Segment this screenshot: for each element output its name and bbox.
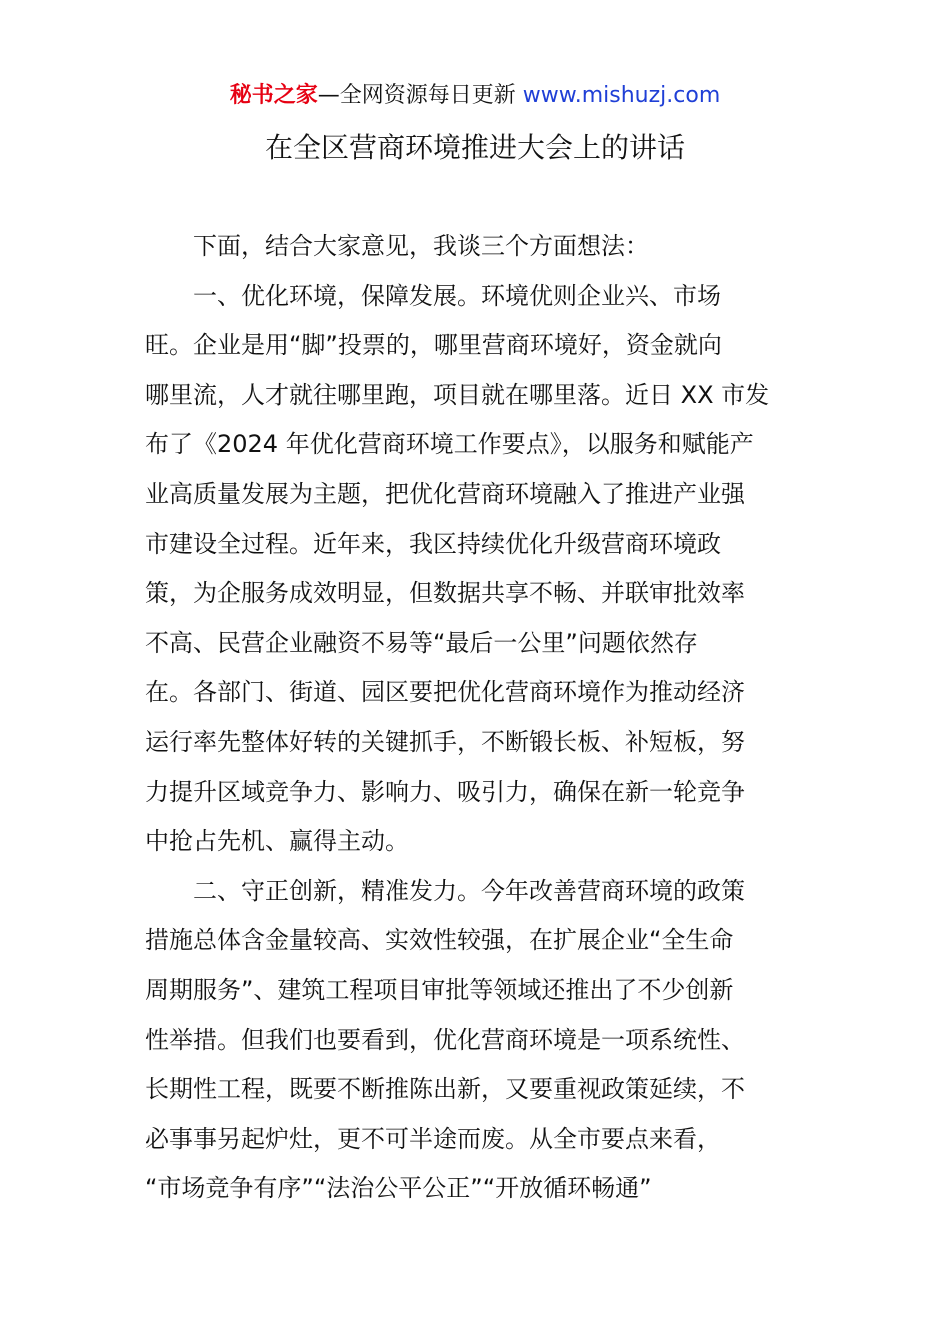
body-line: 哪里流，人才就往哪里跑，项目就在哪里落。近日 XX 市发 xyxy=(145,380,770,409)
body-line: 措施总体含金量较高、实效性较强，在扩展企业“全生命 xyxy=(145,926,734,955)
body-line: 周期服务”、建筑工程项目审批等领域还推出了不少创新 xyxy=(145,975,734,1004)
body-line: 不高、民营企业融资不易等“最后一公里”问题依然存 xyxy=(145,628,698,657)
section-heading-2: 二、守正创新，精准发力。今年改善营商环境的政策 xyxy=(193,876,745,905)
body-line: 运行率先整体好转的关键抓手，不断锻长板、补短板，努 xyxy=(145,727,745,756)
body-line: 性举措。但我们也要看到，优化营商环境是一项系统性、 xyxy=(145,1025,745,1054)
body-line: 业高质量发展为主题，把优化营商环境融入了推进产业强 xyxy=(145,479,745,508)
brand-name: 秘书之家 xyxy=(229,83,318,108)
body-line: 必事事另起炉灶，更不可半途而废。从全市要点来看， xyxy=(145,1124,721,1153)
body-line: 在。各部门、街道、园区要把优化营商环境作为推动经济 xyxy=(145,678,745,707)
site-header xyxy=(0,80,950,112)
header-tagline: —全网资源每日更新 xyxy=(317,83,523,108)
body-line: 布了《2024 年优化营商环境工作要点》，以服务和赋能产 xyxy=(145,430,754,459)
body-line: 下面，结合大家意见，我谈三个方面想法： xyxy=(193,232,649,260)
document-body xyxy=(145,222,809,1214)
body-line: 长期性工程，既要不断推陈出新，又要重视政策延续，不 xyxy=(145,1075,745,1104)
body-line: 中抢占先机、赢得主动。 xyxy=(145,827,409,856)
site-link[interactable]: www.mishuzj.com xyxy=(522,83,721,108)
body-line: 旺。企业是用“脚”投票的，哪里营商环境好，资金就向 xyxy=(145,331,722,360)
body-line: 力提升区域竞争力、影响力、吸引力，确保在新一轮竞争 xyxy=(145,777,745,806)
section-heading-1: 一、优化环境，保障发展。环境优则企业兴、市场 xyxy=(193,281,721,310)
body-line: 市建设全过程。近年来，我区持续优化升级营商环境政 xyxy=(145,529,721,558)
body-line: 策，为企服务成效明显，但数据共享不畅、并联审批效率 xyxy=(145,579,745,608)
document-title: 在全区营商环境推进大会上的讲话 xyxy=(264,131,685,164)
body-line: “市场竞争有序”“法治公平公正”“开放循环畅通” xyxy=(145,1174,652,1203)
